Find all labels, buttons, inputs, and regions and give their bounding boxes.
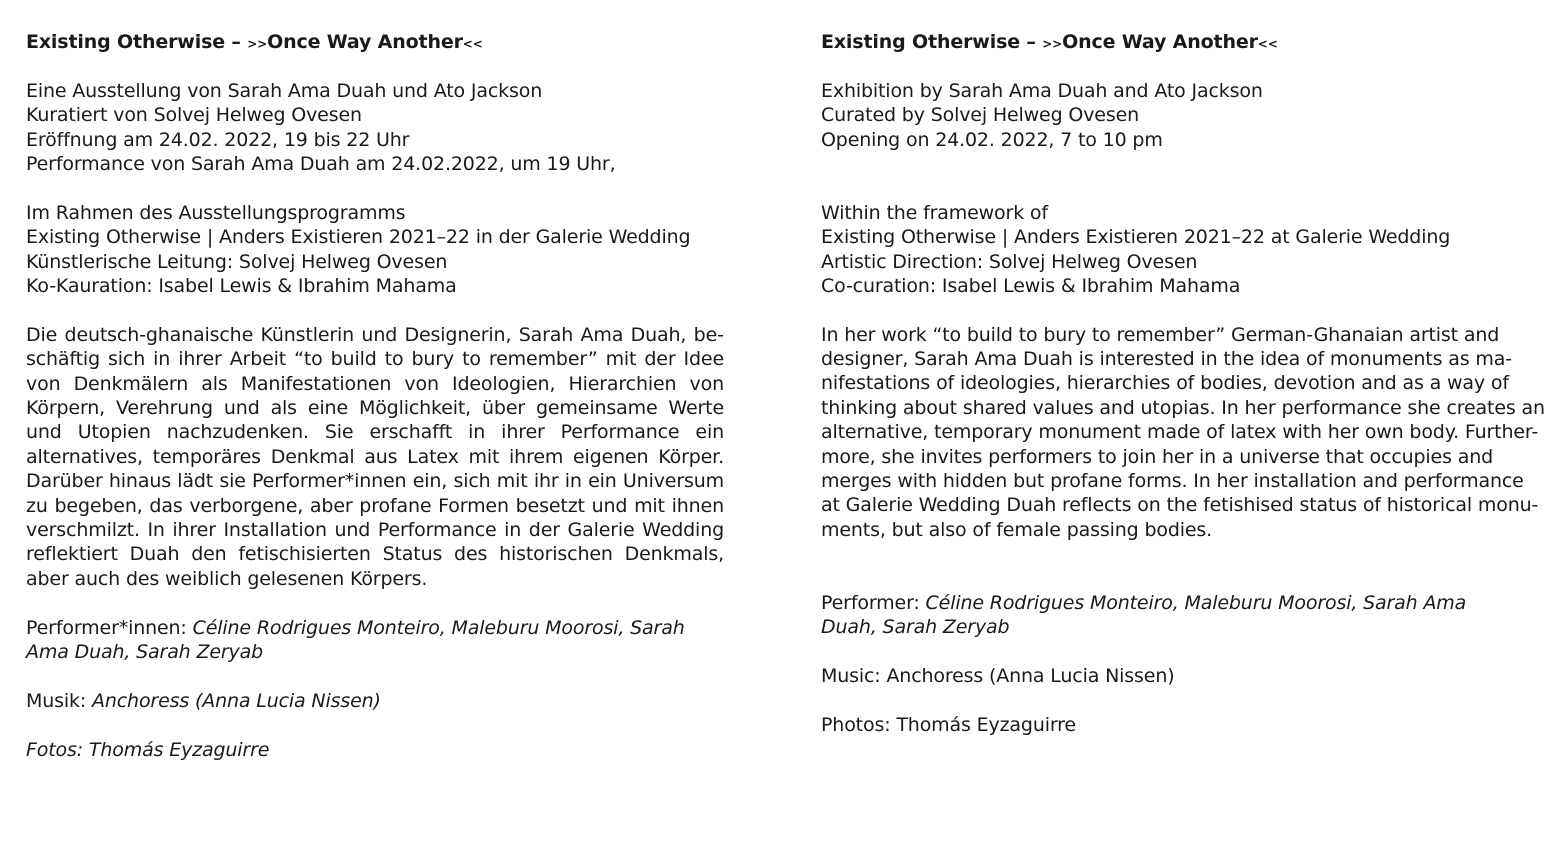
german-intro-line: Kuratiert von Solvej Helweg Ovesen	[26, 104, 362, 127]
english-column	[821, 30, 1545, 737]
german-description: Die deutsch-ghanaische Künstlerin und Designerin, Sarah Ama Duah, beschäftig sich in ihrer Arbeit “to build to bury to remember” mit der Idee von Denkmälern als Manifestationen von Ideologien, Hierarchien von Körpern, Verehrung und als eine Möglichkeit, über gemeinsame Werte und Utopien nachzudenken. Sie erschafft in ihrer Performance ein alternatives, temporäres Denkmal aus Latex mit ihrem eigenen Körper. Darüber hinaus lädt sie Performer*innen ein, sich mit ihr in ein Universum zu begeben, das verborgene, aber profane Formen besetzt und mit ihnen verschmilzt. In ihrer Installation und Performance in der Galerie Wedding reflektiert Duah den fetischisierten Status des historischen Denkmals, aber auch des weiblich gelesenen Körpers.	[26, 323, 724, 590]
english-description	[821, 323, 1545, 543]
english-performers-names: Céline Rodrigues Monteiro, Maleburu Moorosi, Sarah Ama Duah, Sarah Zeryab	[821, 591, 1467, 639]
german-performers-label: Performer*innen:	[26, 616, 187, 639]
english-photos-label: Photos:	[821, 713, 891, 736]
german-intro-line: Performance von Sarah Ama Duah am 24.02.2022, um 19 Uhr,	[26, 152, 616, 175]
english-intro-line: Curated by Solvej Helweg Ovesen	[821, 104, 1140, 127]
german-title-open-quote: >>	[247, 37, 268, 51]
german-framework-line: Ko-Kauration: Isabel Lewis & Ibrahim Mahama	[26, 274, 457, 297]
german-framework-line: Künstlerische Leitung: Solvej Helweg Ovesen	[26, 250, 448, 273]
english-framework-line: Co-curation: Isabel Lewis & Ibrahim Mahama	[821, 274, 1241, 297]
german-intro-line: Eröffnung am 24.02. 2022, 19 bis 22 Uhr	[26, 128, 410, 151]
german-photos-value: Thomás Eyzaguirre	[88, 738, 270, 761]
german-intro-line: Eine Ausstellung von Sarah Ama Duah und Ato Jackson	[26, 79, 543, 102]
english-title-sub: Once Way Another	[1062, 31, 1258, 53]
german-title	[26, 30, 724, 54]
english-title-close-quote: <<	[1257, 37, 1278, 51]
german-music	[26, 689, 724, 713]
english-framework-line: Artistic Direction: Solvej Helweg Ovesen	[821, 250, 1198, 273]
english-description-line: designer, Sarah Ama Duah is interested in the idea of monuments as ma-	[821, 348, 1512, 371]
english-description-line: merges with hidden but profane forms. In her installation and performance	[821, 470, 1524, 493]
german-framework-line: Existing Otherwise | Anders Existieren 2021–22 in der Galerie Wedding	[26, 226, 691, 249]
english-description-line: thinking about shared values and utopias. In her performance she creates an	[821, 396, 1545, 419]
german-framework-line: Im Rahmen des Ausstellungsprogramms	[26, 201, 406, 224]
german-music-label: Musik:	[26, 689, 87, 712]
german-music-value: Anchoress (Anna Lucia Nissen)	[92, 689, 381, 712]
english-description-line: nifestations of ideologies, hierarchies of bodies, devotion and as a way of	[821, 372, 1509, 395]
english-photos	[821, 713, 1515, 737]
german-performers	[26, 616, 724, 665]
german-title-main: Existing Otherwise –	[26, 31, 241, 53]
german-column	[26, 30, 724, 762]
german-photos	[26, 738, 724, 762]
german-title-sub: Once Way Another	[267, 31, 463, 53]
english-description-line: ments, but also of female passing bodies.	[821, 518, 1213, 541]
german-performers-names: Céline Rodrigues Monteiro, Maleburu Moorosi, Sarah Ama Duah, Sarah Zeryab	[26, 616, 685, 663]
english-music-value: Anchoress (Anna Lucia Nissen)	[886, 665, 1175, 688]
german-photos-label: Fotos:	[26, 738, 84, 761]
english-framework-line: Within the framework of	[821, 201, 1048, 224]
english-photos-value: Thomás Eyzaguirre	[896, 713, 1076, 736]
english-intro-line: Opening on 24.02. 2022, 7 to 10 pm	[821, 128, 1163, 151]
english-description-line: more, she invites performers to join her in a universe that occupies and	[821, 445, 1494, 468]
english-performers	[821, 591, 1515, 640]
english-music-label: Music:	[821, 665, 881, 688]
english-title	[821, 30, 1515, 54]
english-description-line: In her work “to build to bury to remember” German-Ghanaian artist and	[821, 323, 1500, 346]
german-title-close-quote: <<	[462, 37, 483, 51]
english-framework-line: Existing Otherwise | Anders Existieren 2021–22 at Galerie Wedding	[821, 226, 1451, 249]
english-title-main: Existing Otherwise –	[821, 31, 1036, 53]
english-intro-line: Exhibition by Sarah Ama Duah and Ato Jackson	[821, 79, 1263, 102]
english-description-line: alternative, temporary monument made of latex with her own body. Further-	[821, 421, 1539, 444]
english-performers-label: Performer:	[821, 591, 920, 614]
english-music	[821, 664, 1515, 688]
english-title-open-quote: >>	[1042, 37, 1063, 51]
english-description-line: at Galerie Wedding Duah reflects on the fetishised status of historical monu-	[821, 494, 1539, 517]
